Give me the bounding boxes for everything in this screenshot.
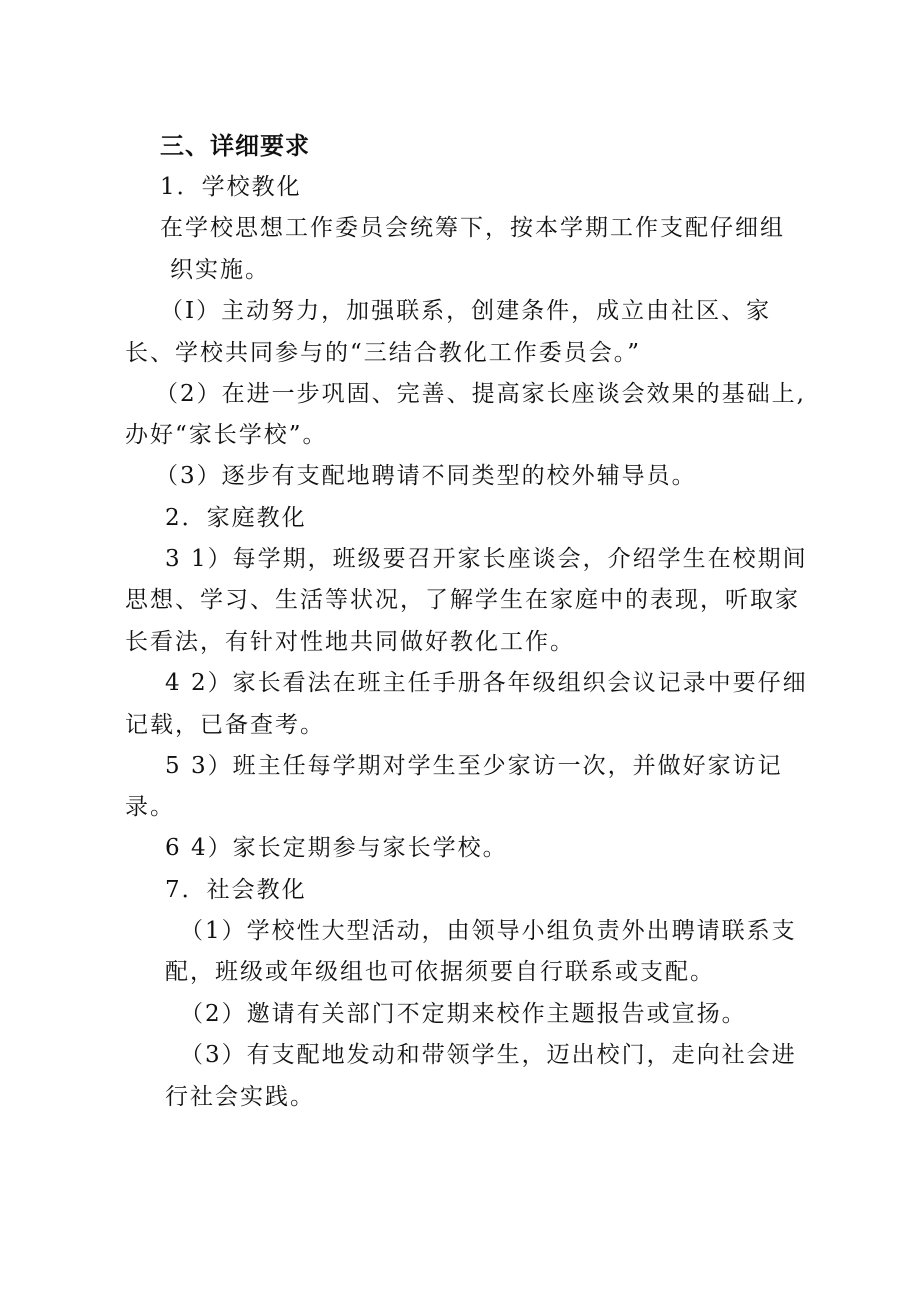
paragraph-line: 4 2）家长看法在班主任手册各年级组织会议记录中要仔细 (165, 670, 808, 696)
paragraph-line: 办好“家长学校”。 (125, 422, 328, 448)
paragraph-line: （2）在进一步巩固、完善、提高家长座谈会效果的基础上, (155, 381, 806, 407)
paragraph-line: 思想、学习、生活等状况，了解学生在家庭中的表现，听取家 (125, 587, 800, 613)
paragraph-line: 记载，已备查考。 (125, 712, 325, 738)
paragraph-line: 3 1）每学期，班级要召开家长座谈会，介绍学生在校期间 (165, 546, 808, 572)
subsection-title-school: 1．学校教化 (160, 174, 302, 200)
subsection-title-family: 2．家庭教化 (165, 505, 307, 531)
paragraph-line: 配，班级或年级组也可依据须要自行联系或支配。 (165, 959, 715, 985)
paragraph-line: 长、学校共同参与的“三结合教化工作委员会。” (125, 340, 642, 366)
paragraph-line: （2）邀请有关部门不定期来校作主题报告或宣扬。 (180, 1001, 747, 1027)
paragraph-line: 6 4）家长定期参与家长学校。 (165, 835, 508, 861)
paragraph-line: （3）有支配地发动和带领学生，迈出校门，走向社会进 (180, 1042, 797, 1068)
paragraph-line: 在学校思想工作委员会统筹下，按本学期工作支配仔细组 (160, 215, 785, 241)
paragraph-line: 行社会实践。 (165, 1084, 315, 1110)
paragraph-line: 长看法，有针对性地共同做好教化工作。 (125, 629, 575, 655)
paragraph-line: （1）学校性大型活动，由领导小组负责外出聘请联系支 (180, 918, 797, 944)
section-heading: 三、详细要求 (160, 132, 310, 160)
paragraph-line: （I）主动努力，加强联系，创建条件，成立由社区、家 (160, 298, 772, 324)
subsection-title-society: 7．社会教化 (165, 877, 307, 903)
paragraph-line: （3）逐步有支配地聘请不同类型的校外辅导员。 (155, 463, 697, 489)
paragraph-line: 5 3）班主任每学期对学生至少家访一次，并做好家访记 (165, 753, 783, 779)
paragraph-line: 录。 (125, 794, 175, 820)
paragraph-line: 织实施。 (170, 257, 270, 283)
